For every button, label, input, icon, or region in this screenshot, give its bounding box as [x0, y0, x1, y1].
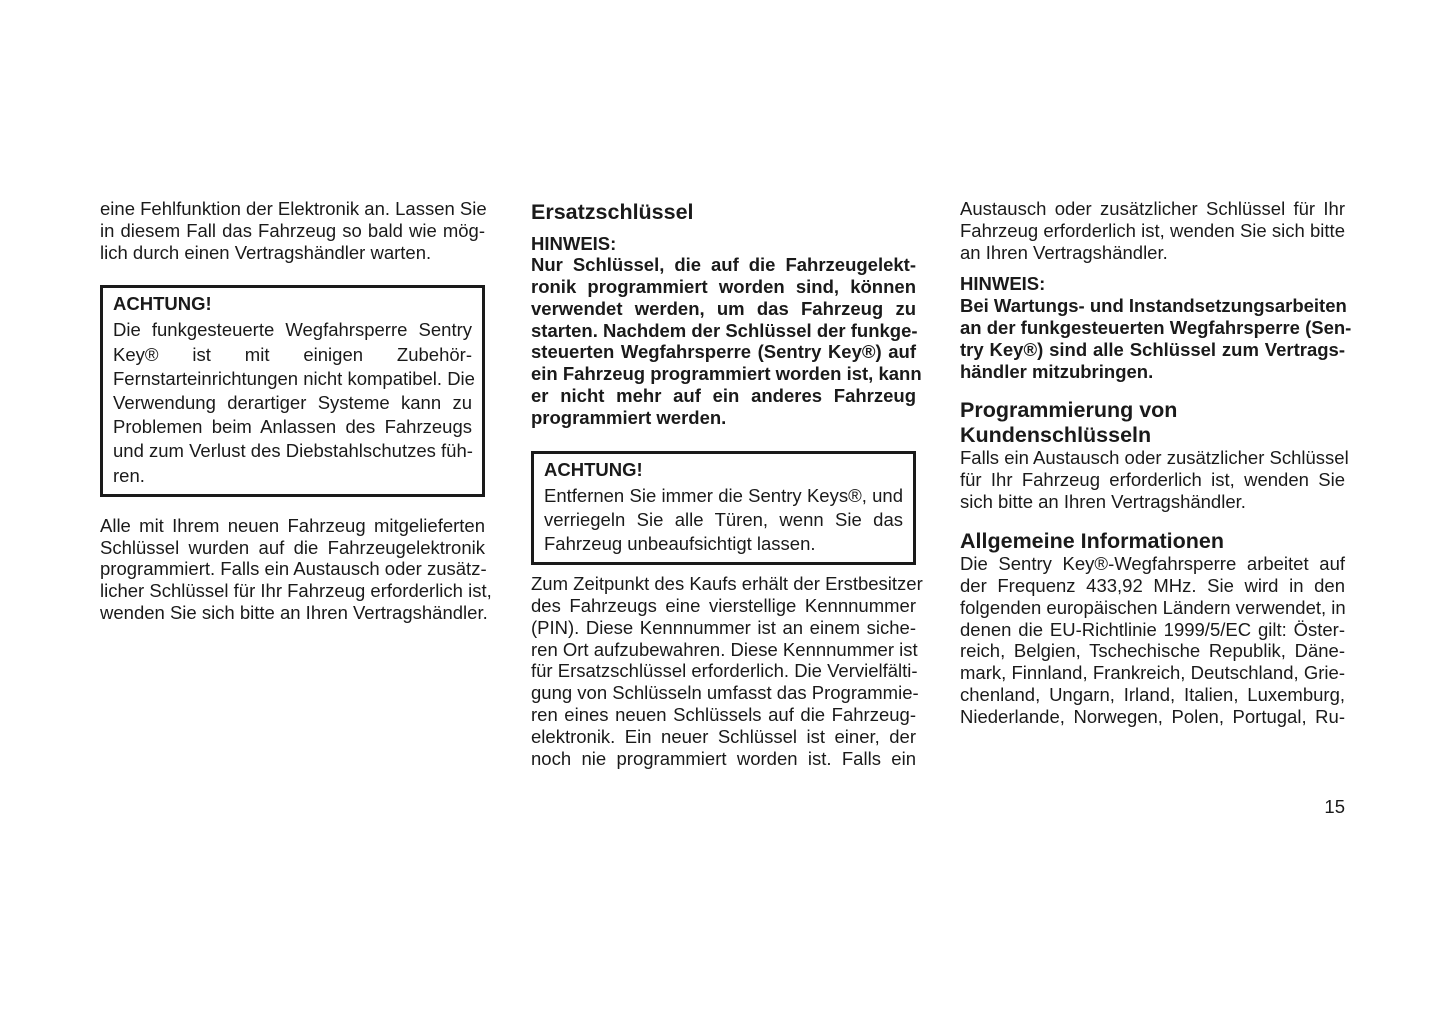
- intro-paragraph: [960, 198, 1345, 263]
- text-line: eine Fehlfunktion der Elektronik an. Lassen Sie: [100, 198, 487, 219]
- text-line: ren eines neuen Schlüssels auf die Fahrzeug-: [531, 704, 916, 726]
- warning-box: [531, 451, 916, 566]
- text-line: starten. Nachdem der Schlüssel der funkge-: [531, 319, 918, 341]
- column-right: [960, 198, 1352, 728]
- text-line: Fernstarteinrichtungen nicht kompatibel. Die: [113, 367, 475, 389]
- page-number: 15: [1324, 796, 1345, 817]
- text-line: programmiert. Falls ein Austausch oder zusätz-: [100, 558, 487, 580]
- text-line: ein Fahrzeug programmiert worden ist, kann: [531, 363, 922, 385]
- text-line: mark, Finnland, Frankreich, Deutschland, Grie-: [960, 662, 1345, 684]
- note-label: HINWEIS:: [531, 232, 617, 254]
- text-line: Fahrzeug unbeaufsichtigt lassen.: [544, 533, 816, 555]
- text-line: try Key®) sind alle Schlüssel zum Vertrags-: [960, 338, 1345, 360]
- text-line: Zum Zeitpunkt des Kaufs erhält der Erstbesitzer: [531, 573, 923, 595]
- text-line: wenden Sie sich bitte an Ihren Vertragshändler.: [100, 601, 488, 623]
- heading-line: Kundenschlüsseln: [960, 422, 1152, 447]
- text-line: Austausch oder zusätzlicher Schlüssel für Ihr: [960, 198, 1345, 219]
- text-line: ren.: [113, 464, 145, 486]
- section-heading-general: Allgemeine Informationen: [960, 528, 1225, 553]
- section-heading-programming: [960, 398, 1345, 447]
- warning-title: ACHTUNG!: [113, 293, 212, 315]
- text-line: Die Sentry Key®-Wegfahrsperre arbeitet auf: [960, 553, 1345, 575]
- text-line: Problemen beim Anlassen des Fahrzeugs: [113, 416, 472, 438]
- keys-paragraph: [100, 514, 492, 624]
- column-middle: [531, 198, 923, 769]
- text-line: steuerten Wegfahrsperre (Sentry Key®) auf: [531, 341, 916, 363]
- text-line: der Frequenz 433,92 MHz. Sie wird in den: [960, 575, 1345, 597]
- text-line: Verwendung derartiger Systeme kann zu: [113, 391, 472, 413]
- text-line: ronik programmiert worden sind, können: [531, 276, 916, 298]
- note-paragraph: [531, 254, 922, 428]
- text-line: Niederlande, Norwegen, Polen, Portugal, Ru-: [960, 705, 1345, 727]
- text-line: elektronik. Ein neuer Schlüssel ist einer, der: [531, 725, 916, 747]
- warning-box: [100, 285, 485, 496]
- text-line: Fahrzeug erforderlich ist, wenden Sie sich bitte: [960, 219, 1345, 241]
- pin-paragraph: [531, 573, 923, 769]
- text-line: folgenden europäischen Ländern verwendet, in: [960, 596, 1346, 618]
- text-line: für Ersatzschlüssel erforderlich. Die Vervielfälti-: [531, 660, 918, 682]
- text-line: Nur Schlüssel, die auf die Fahrzeugelekt-: [531, 254, 916, 276]
- text-line: sich bitte an Ihren Vertragshändler.: [960, 490, 1246, 512]
- text-line: Entfernen Sie immer die Sentry Keys®, und: [544, 484, 903, 506]
- text-line: noch nie programmiert worden ist. Falls ein: [531, 747, 916, 769]
- text-line: gung von Schlüsseln umfasst das Programmie-: [531, 682, 919, 704]
- text-line: für Ihr Fahrzeug erforderlich ist, wenden Sie: [960, 469, 1345, 491]
- column-left: [100, 198, 492, 624]
- text-line: und zum Verlust des Diebstahlschutzes füh-: [113, 440, 473, 462]
- programming-paragraph: [960, 447, 1349, 512]
- text-line: (PIN). Diese Kennnummer ist an einem siche-: [531, 616, 916, 638]
- text-line: an der funkgesteuerten Wegfahrsperre (Sen-: [960, 316, 1352, 338]
- text-line: in diesem Fall das Fahrzeug so bald wie mög-: [100, 219, 485, 241]
- text-line: Schlüssel wurden auf die Fahrzeugelektronik: [100, 536, 485, 558]
- text-line: an Ihren Vertragshändler.: [960, 241, 1168, 263]
- note-label: HINWEIS:: [960, 273, 1046, 295]
- text-line: Falls ein Austausch oder zusätzlicher Schlüssel: [960, 447, 1349, 469]
- note-paragraph: [960, 295, 1352, 382]
- text-line: Key® ist mit einigen Zubehör-: [113, 343, 472, 365]
- text-line: händler mitzubringen.: [960, 360, 1154, 382]
- text-line: verwendet werden, um das Fahrzeug zu: [531, 297, 916, 319]
- warning-title: ACHTUNG!: [544, 458, 643, 480]
- text-line: Bei Wartungs- und Instandsetzungsarbeiten: [960, 295, 1347, 317]
- section-heading-spare-keys: Ersatzschlüssel: [531, 200, 694, 224]
- text-line: denen die EU-Richtlinie 1999/5/EC gilt: Öster-: [960, 618, 1345, 640]
- text-line: lich durch einen Vertragshändler warten.: [100, 241, 432, 263]
- text-line: des Fahrzeugs eine vierstellige Kennnummer: [531, 595, 916, 617]
- text-line: reich, Belgien, Tschechische Republik, Däne-: [960, 640, 1345, 662]
- heading-line: Programmierung von: [960, 398, 1178, 423]
- text-line: verriegeln Sie alle Türen, wenn Sie das: [544, 508, 903, 530]
- text-line: programmiert werden.: [531, 406, 727, 428]
- general-paragraph: [960, 553, 1345, 727]
- text-line: chenland, Ungarn, Irland, Italien, Luxemburg,: [960, 684, 1345, 706]
- text-line: Alle mit Ihrem neuen Fahrzeug mitgelieferten: [100, 514, 485, 536]
- text-line: licher Schlüssel für Ihr Fahrzeug erforderlich ist,: [100, 580, 492, 602]
- text-line: ren Ort aufzubewahren. Diese Kennnummer ist: [531, 638, 918, 660]
- text-line: er nicht mehr auf ein anderes Fahrzeug: [531, 385, 916, 407]
- text-line: Die funkgesteuerte Wegfahrsperre Sentry: [113, 319, 472, 341]
- intro-paragraph: [100, 198, 485, 263]
